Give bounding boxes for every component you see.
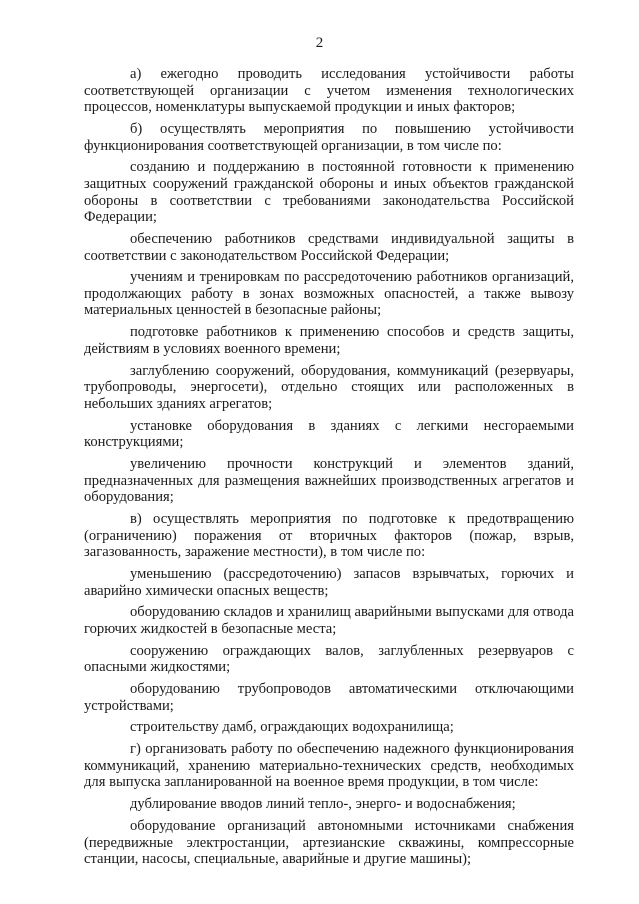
- paragraph-b-item-4: подготовке работников к применению способов и средств защиты, действиям в условиях военного времени;: [84, 324, 574, 357]
- paragraph-b-item-1: созданию и поддержанию в постоянной готовности к применению защитных сооружений гражданской обороны и иных объектов гражданской обороны в соответствии с требованиями законодательства Российской Федерации;: [84, 159, 574, 226]
- paragraph-v-item-5: строительству дамб, ограждающих водохранилища;: [130, 719, 454, 736]
- paragraph-v-item-4: оборудованию трубопроводов автоматическими отключающими устройствами;: [84, 681, 574, 714]
- paragraph-b: б) осуществлять мероприятия по повышению устойчивости функционирования соответствующей организации, в том числе по:: [84, 120, 574, 154]
- paragraph-v: в) осуществлять мероприятия по подготовке к предотвращению (ограничению) поражения от вторичных факторов (пожар, взрыв, загазованность, заражение местности), в том числе по:: [84, 510, 574, 561]
- document-body: [84, 66, 574, 873]
- paragraph-b-item-3: учениям и тренировкам по рассредоточению работников организаций, продолжающих работу в зонах возможных опасностей, а также вывозу материальных ценностей в безопасные районы;: [84, 269, 574, 319]
- paragraph-b-item-5: заглублению сооружений, оборудования, коммуникаций (резервуары, трубопроводы, энергосети), отдельно стоящих или расположенных в небольших зданиях агрегатов;: [84, 362, 574, 412]
- paragraph-g-item-1: дублирование вводов линий тепло-, энерго- и водоснабжения;: [130, 796, 516, 813]
- paragraph-b-item-6: установке оборудования в зданиях с легкими несгораемыми конструкциями;: [84, 417, 574, 451]
- paragraph-v-item-3: сооружению ограждающих валов, заглубленных резервуаров с опасными жидкостями;: [84, 642, 574, 676]
- page-number: 2: [315, 35, 324, 51]
- paragraph-g: г) организовать работу по обеспечению надежного функционирования коммуникаций, хранению материально-технических средств, необходимых для выпуска запланированной на военное время продукции, в том числе:: [84, 741, 574, 791]
- paragraph-g-item-2: оборудование организаций автономными источниками снабжения (передвижные электростанции, артезианские скважины, компрессорные станции, насосы, специальные, аварийные и другие машины);: [84, 817, 574, 868]
- paragraph-v-item-2: оборудованию складов и хранилищ аварийными выпусками для отвода горючих жидкостей в безопасные места;: [84, 604, 574, 637]
- paragraph-b-item-7: увеличению прочности конструкций и элементов зданий, предназначенных для размещения важнейших производственных агрегатов и оборудования;: [84, 455, 574, 506]
- paragraph-b-item-2: обеспечению работников средствами индивидуальной защиты в соответствии с законодательством Российской Федерации;: [84, 230, 574, 264]
- paragraph-a: а) ежегодно проводить исследования устойчивости работы соответствующей организации с учетом изменения технологических процессов, номенклатуры выпускаемой продукции и иных факторов;: [84, 66, 574, 116]
- paragraph-v-item-1: уменьшению (рассредоточению) запасов взрывчатых, горючих и аварийно химически опасных веществ;: [84, 565, 574, 599]
